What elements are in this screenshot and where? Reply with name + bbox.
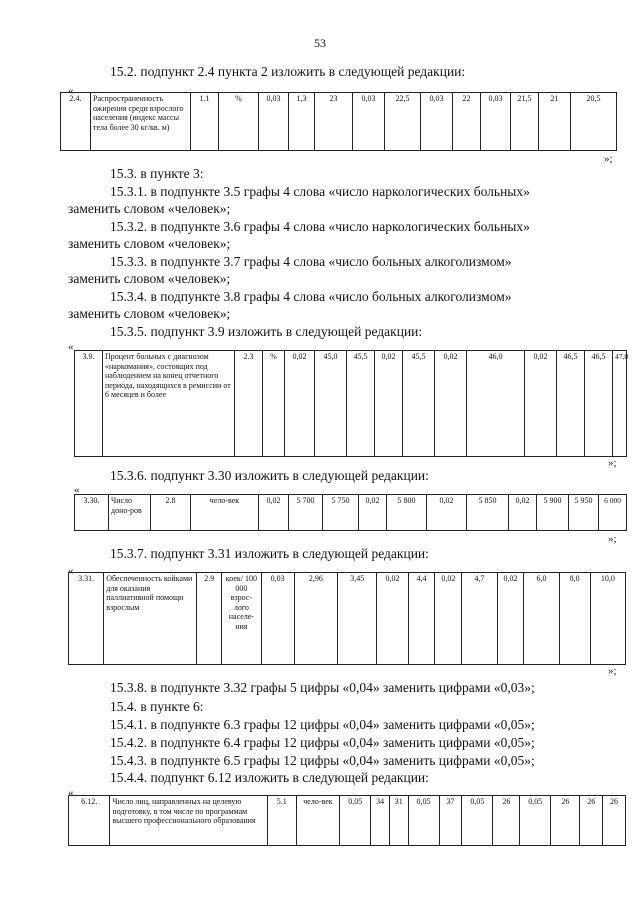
cell: 2,96 [294,573,337,665]
cell: 2.8 [151,495,191,531]
cell: 10,0 [590,573,625,665]
para-15-4: 15.4. в пункте 6: [110,699,204,714]
para-15-3-4-b: заменить словом «человек»; [68,306,231,321]
cell: 0,02 [435,573,462,665]
cell: 1,3 [289,93,315,151]
cell: 0,02 [285,351,315,457]
cell: 46,0 [467,351,525,457]
cell: 23 [315,93,353,151]
quote-open-4: « [68,565,74,577]
cell: 5 750 [323,495,359,531]
quote-close-1: »; [604,153,613,165]
cell: чело-век [296,796,339,846]
cell: 2.4. [61,93,91,151]
para-15-4-1: 15.4.1. в подпункте 6.3 графы 12 цифры «0,04» заменить цифрами «0,05»; [110,717,535,732]
para-15-3-4-a: 15.3.4. в подпункте 3.8 графы 4 слова «число больных алкоголизмом» [110,289,512,304]
table-row-6-12 [68,795,626,846]
quote-open-3: « [74,484,80,496]
cell: % [263,351,285,457]
cell: 6,0 [524,573,559,665]
para-15-3-2-a: 15.3.2. в подпункте 3.6 графы 4 слова «число наркологических больных» [110,219,530,234]
para-15-3-1-a: 15.3.1. в подпункте 3.5 графы 4 слова «число наркологических больных» [110,184,530,199]
cell-description: Распространенность ожирения среди взрослого населения (индекс массы тела более 30 кг/кв. м) [91,93,191,151]
cell: 45,0 [315,351,347,457]
cell: 0,05 [408,796,439,846]
para-15-3-6: 15.3.6. подпункт 3.30 изложить в следующей редакции: [110,468,429,483]
cell: 0,03 [481,93,511,151]
cell: 37 [439,796,462,846]
cell: 0,02 [377,573,408,665]
cell: 4,7 [462,573,497,665]
cell: 26 [580,796,603,846]
quote-open-2: « [68,341,74,353]
cell: 0,02 [375,351,403,457]
cell: 0,02 [259,495,289,531]
cell: 0,03 [353,93,385,151]
cell: 3.30. [75,495,109,531]
cell: 1.1 [191,93,219,151]
cell: 5.1 [267,796,296,846]
quote-close-2: »; [608,457,617,469]
quote-open-5: « [68,787,74,799]
para-15-3: 15.3. в пункте 3: [110,166,204,181]
para-15-2: 15.2. подпункт 2.4 пункта 2 изложить в следующей редакции: [110,64,466,79]
cell-description: Число лиц, направленных на целевую подготовку, в том числе по программам высшего профессионального образования [110,796,267,846]
cell: % [219,93,259,151]
cell: 26 [603,796,626,846]
table-row-3-31 [68,572,626,665]
cell: 0,05 [340,796,371,846]
table-row-3-30 [74,494,627,531]
table-row-3-9 [74,350,627,457]
para-15-4-3: 15.4.3. в подпункте 6.5 графы 12 цифры «0,04» заменить цифрами «0,05»; [110,753,535,768]
cell: 5 950 [569,495,599,531]
cell: 0,03 [261,573,294,665]
cell: 22 [453,93,481,151]
cell: 47,0 [613,351,627,457]
para-15-3-7: 15.3.7. подпункт 3.31 изложить в следующей редакции: [110,546,429,561]
cell: 26 [551,796,580,846]
cell: 3.31. [69,573,104,665]
cell: 45,5 [347,351,375,457]
cell-description: Число доно-ров [109,495,151,531]
cell: 0,02 [359,495,387,531]
cell: 6 000 [599,495,627,531]
cell: 0,02 [525,351,557,457]
cell: 2.9 [197,573,222,665]
cell: 0,05 [462,796,493,846]
cell: коек/ 100 000 взрос-лого населе-ния [222,573,261,665]
quote-open-1: « [68,85,74,97]
cell: 46,5 [557,351,585,457]
cell: 8,0 [559,573,590,665]
cell: 21,5 [511,93,539,151]
cell-description: Процент больных с диагнозом «наркомания», состоящих под наблюдением на конец отчетного периода, находящихся в ремиссии от 6 месяцев и более [103,351,235,457]
para-15-3-3-a: 15.3.3. в подпункте 3.7 графы 4 слова «число больных алкоголизмом» [110,254,512,269]
quote-close-3: »; [608,533,617,545]
cell: 0,05 [520,796,551,846]
cell-description: Обеспеченность койками для оказания паллиативной помощи взрослым [104,573,197,665]
para-15-4-4: 15.4.4. подпункт 6.12 изложить в следующей редакции: [110,770,429,785]
page-number: 53 [314,36,326,50]
para-15-3-8: 15.3.8. в подпункте 3.32 графы 5 цифры «0,04» заменить цифрами «0,03»; [110,680,535,695]
cell: 0,02 [427,495,467,531]
cell: 5 850 [467,495,509,531]
para-15-3-5: 15.3.5. подпункт 3.9 изложить в следующей редакции: [110,324,423,339]
cell: 5 800 [387,495,427,531]
cell: 0,02 [435,351,467,457]
cell: 46,5 [585,351,613,457]
cell: 5 700 [289,495,323,531]
cell: 0,03 [421,93,453,151]
cell: 3.9. [75,351,103,457]
cell: 0,03 [259,93,289,151]
para-15-4-2: 15.4.2. в подпункте 6.4 графы 12 цифры «0,04» заменить цифрами «0,05»; [110,735,535,750]
cell: 31 [389,796,408,846]
cell: 0,02 [497,573,524,665]
cell: 22,5 [385,93,421,151]
cell: 4,4 [408,573,435,665]
cell: 2.3 [235,351,263,457]
cell: 26 [493,796,520,846]
table-row-2-4 [60,92,617,151]
cell: 3,45 [338,573,377,665]
cell: 34 [371,796,390,846]
cell: 21 [539,93,571,151]
cell: 45,5 [403,351,435,457]
para-15-3-2-b: заменить словом «человек»; [68,236,231,251]
quote-close-4: »; [608,665,617,677]
cell: 20,5 [571,93,617,151]
para-15-3-1-b: заменить словом «человек»; [68,201,231,216]
para-15-3-3-b: заменить словом «человек»; [68,271,231,286]
cell: 6.12. [69,796,110,846]
cell: чело-век [191,495,259,531]
cell: 0,02 [509,495,537,531]
cell: 5 900 [537,495,569,531]
